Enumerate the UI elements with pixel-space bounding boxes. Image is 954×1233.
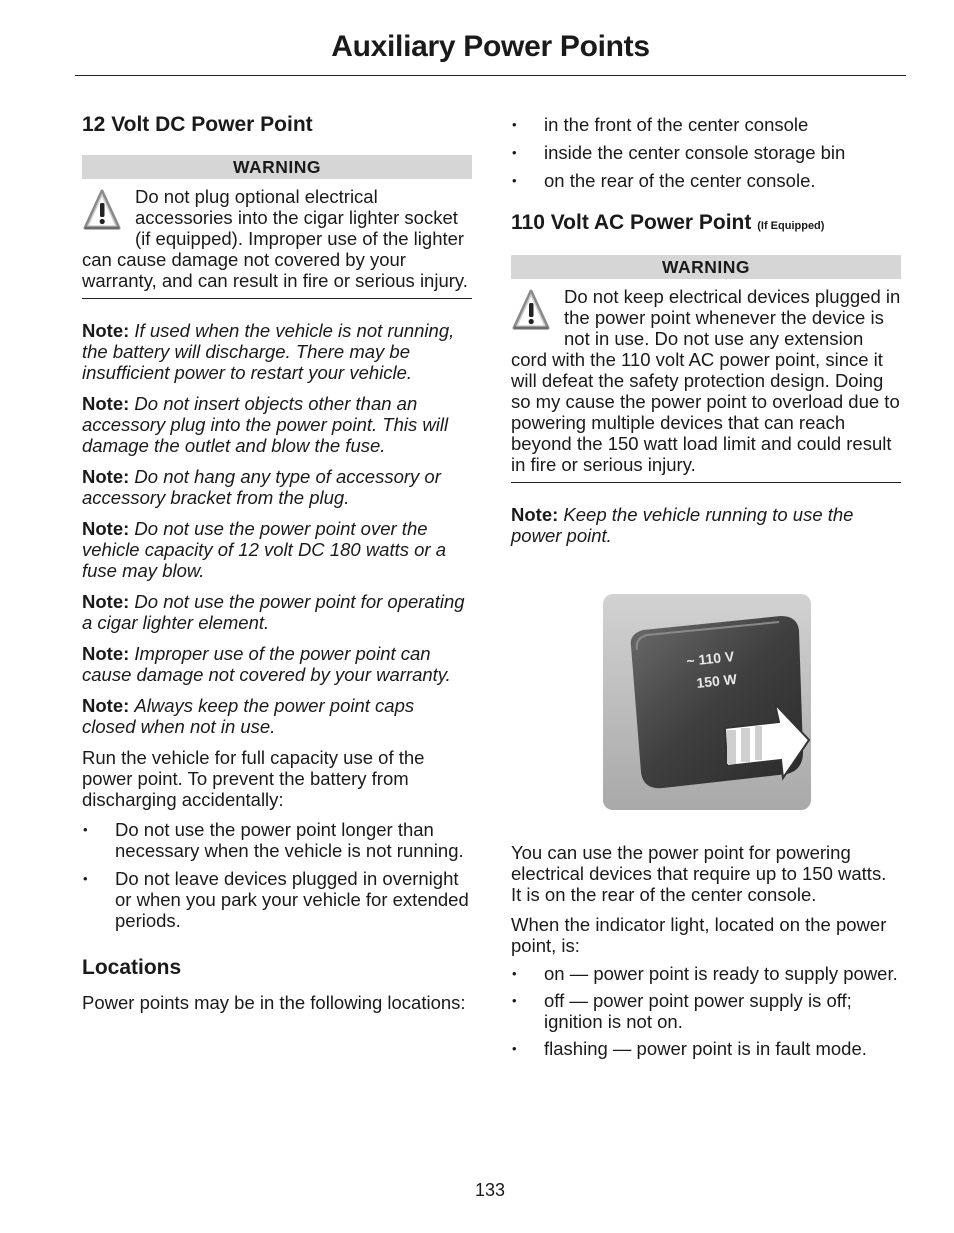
note-item <box>82 320 472 383</box>
note-item <box>82 518 472 581</box>
note-label: Note: <box>82 518 130 539</box>
bullet-item: • in the front of the center console <box>511 114 901 135</box>
note-text: Do not use the power point over the vehicle capacity of 12 volt DC 180 watts or a fuse may blow. <box>82 518 447 581</box>
section-heading-locations: Locations <box>82 956 182 979</box>
usage-paragraph: You can use the power point for powering electrical devices that require up to 150 watts. It is on the rear of the center console. <box>511 842 887 905</box>
indicator-paragraph: When the indicator light, located on the power point, is: <box>511 914 887 956</box>
note-text: If used when the vehicle is not running, the battery will discharge. There may be insufficient power to restart your vehicle. <box>82 320 455 383</box>
bullet-item: • off — power point power supply is off; ignition is not on. <box>511 990 901 1032</box>
locations-bullet-list <box>511 114 901 191</box>
heading-110v-suffix: (If Equipped) <box>757 220 825 232</box>
note-label: Note: <box>511 504 559 525</box>
note-text: Do not use the power point for operating a cigar lighter element. <box>82 591 465 633</box>
warning-triangle-icon <box>82 188 134 234</box>
note-label: Note: <box>82 591 130 612</box>
photo-label-voltage: ~ 110 V <box>685 648 735 669</box>
title-divider <box>75 75 906 76</box>
note-text: Do not insert objects other than an accessory plug into the power point. This will damage the outlet and blow the fuse. <box>82 393 449 456</box>
page-number: 133 <box>474 1180 506 1200</box>
locations-paragraph: Power points may be in the following locations: <box>82 992 466 1013</box>
warning-triangle-icon <box>511 288 563 334</box>
bullet-item: • on the rear of the center console. <box>511 170 901 191</box>
warning-text: Do not plug optional electrical accessories into the cigar lighter socket (if equipped). Improper use of the lighter can cause damage not covered by your warranty, and can result in fire or serious injury. <box>82 186 468 291</box>
bullet-item: • flashing — power point is in fault mode. <box>511 1038 901 1059</box>
note-item <box>82 643 472 685</box>
bullet-item: • Do not leave devices plugged in overnight or when you park your vehicle for extended periods. <box>82 868 472 931</box>
note-item <box>82 591 472 633</box>
indicator-bullet-list <box>511 963 901 1059</box>
power-point-photo <box>603 594 811 810</box>
photo-label-wattage: 150 W <box>695 670 738 691</box>
note-label: Note: <box>82 320 130 341</box>
section-heading-110v <box>511 210 901 239</box>
note-item <box>82 393 472 456</box>
right-column <box>511 114 901 1065</box>
notes-list <box>82 320 472 737</box>
left-column <box>82 112 472 1013</box>
section-heading-12v: 12 Volt DC Power Point <box>82 113 313 136</box>
note-text: Do not hang any type of accessory or accessory bracket from the plug. <box>82 466 441 508</box>
warning-label-110v: WARNING <box>511 255 901 279</box>
run-paragraph: Run the vehicle for full capacity use of the power point. To prevent the battery from discharging accidentally: <box>82 747 425 810</box>
note-text: Improper use of the power point can cause damage not covered by your warranty. <box>82 643 451 685</box>
heading-110v-text: 110 Volt AC Power Point <box>511 211 752 234</box>
note-label: Note: <box>82 643 130 664</box>
note-text: Always keep the power point caps closed when not in use. <box>82 695 415 737</box>
page-title: Auxiliary Power Points <box>331 30 650 63</box>
warning-box <box>82 179 472 299</box>
note-item <box>82 466 472 508</box>
note-label: Note: <box>82 695 130 716</box>
battery-bullet-list <box>82 819 472 931</box>
warning-box-110v <box>511 279 901 483</box>
warning-label: WARNING <box>82 155 472 179</box>
warning-text-110v: Do not keep electrical devices plugged in the power point whenever the device is not in use. Do not use any extension cord with the 110 volt AC power point, since it will defeat the safety protection design. Doing so my cause the power point to overload due to powering multiple devices that can reach beyond the 150 watt load limit and could result in fire or serious injury. <box>511 286 901 475</box>
note-label: Note: <box>82 393 130 414</box>
note-text: Keep the vehicle running to use the power point. <box>511 504 854 546</box>
bullet-item: • on — power point is ready to supply power. <box>511 963 901 984</box>
note-110v <box>511 504 901 546</box>
note-item <box>82 695 472 737</box>
bullet-item: • Do not use the power point longer than necessary when the vehicle is not running. <box>82 819 472 861</box>
bullet-item: • inside the center console storage bin <box>511 142 901 163</box>
note-label: Note: <box>82 466 130 487</box>
